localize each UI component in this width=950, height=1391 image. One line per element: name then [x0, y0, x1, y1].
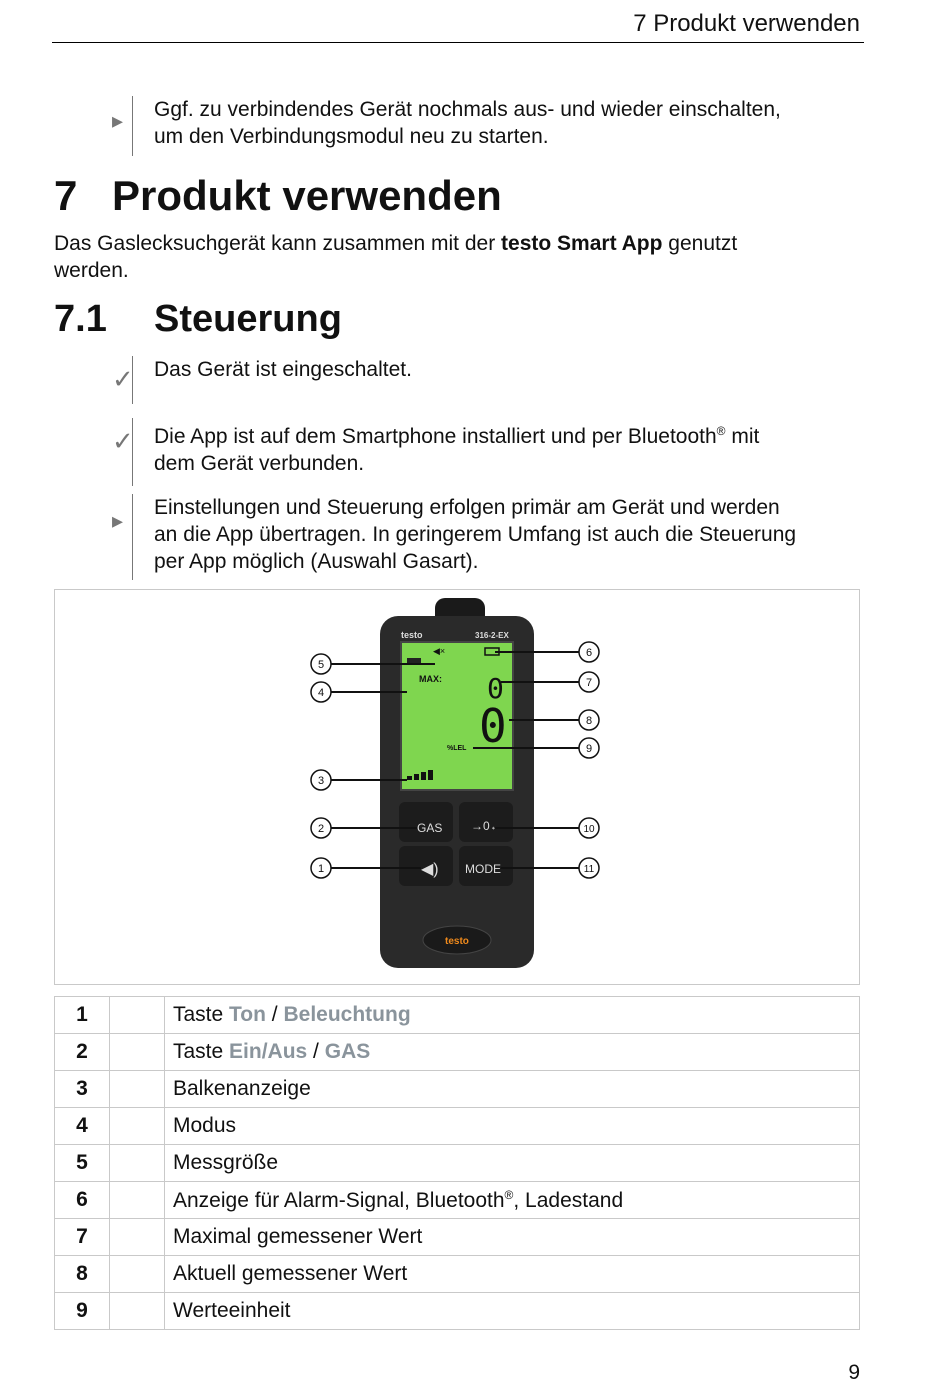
section-intro	[54, 230, 814, 284]
legend-text-part: Taste	[173, 1003, 230, 1026]
legend-spacer	[110, 997, 165, 1034]
legend-spacer	[110, 1071, 165, 1108]
legend-text-part: , Ladestand	[513, 1188, 624, 1212]
device-figure	[54, 589, 860, 985]
legend-number: 5	[55, 1145, 110, 1182]
table-row	[55, 1182, 860, 1219]
callout-4: 4	[317, 687, 325, 699]
callout-7: 7	[585, 677, 593, 689]
prerequisite-line: mit	[725, 425, 760, 448]
note-line: um den Verbindungsmodul neu zu starten.	[154, 125, 549, 148]
current-value: 0	[479, 699, 507, 753]
registered-mark: ®	[716, 424, 726, 438]
legend-separator: /	[307, 1040, 325, 1063]
legend-text: Maximal gemessener Wert	[165, 1219, 860, 1256]
callout-2: 2	[317, 823, 325, 835]
subsection-number: 7.1	[54, 298, 107, 340]
legend-separator: /	[265, 1003, 284, 1026]
legend-number: 8	[55, 1256, 110, 1293]
note-line: per App möglich (Auswahl Gasart).	[154, 550, 479, 573]
page-number: 9	[848, 1361, 860, 1384]
subsection-title: Steuerung	[154, 298, 342, 340]
table-row	[55, 997, 860, 1034]
prerequisite-item	[90, 418, 860, 486]
device-illustration	[55, 590, 859, 984]
unit-label: %LEL	[447, 745, 467, 752]
legend-text	[165, 997, 860, 1034]
table-row	[55, 1256, 860, 1293]
running-header: 7 Produkt verwenden	[633, 10, 860, 37]
callout-6: 6	[585, 647, 593, 659]
intro-text: werden.	[54, 259, 129, 282]
legend-keyword: GAS	[324, 1040, 371, 1063]
legend-spacer	[110, 1034, 165, 1071]
prerequisite-text: Das Gerät ist eingeschaltet.	[154, 358, 412, 381]
note-bottom	[90, 494, 860, 580]
callout-11: 11	[583, 864, 595, 875]
table-row	[55, 1071, 860, 1108]
legend-number: 2	[55, 1034, 110, 1071]
speaker-icon: ◀)	[421, 861, 439, 878]
max-label: MAX:	[419, 674, 442, 684]
arrow-right-triangle-icon: ▸	[112, 108, 124, 133]
note-text	[154, 96, 864, 150]
note-line: Einstellungen und Steuerung erfolgen primär am Gerät und werden	[154, 496, 780, 519]
device-brand: testo	[401, 630, 423, 640]
legend-text	[165, 1034, 860, 1071]
legend-number: 1	[55, 997, 110, 1034]
legend-text: Messgröße	[165, 1145, 860, 1182]
callout-1: 1	[317, 863, 325, 875]
legend-text-part: Taste	[173, 1040, 230, 1063]
legend-table	[54, 996, 860, 1330]
checkmark-icon: ✓	[112, 364, 134, 394]
callout-8: 8	[585, 715, 593, 727]
zero-label: →0←	[471, 819, 502, 833]
legend-spacer	[110, 1293, 165, 1330]
legend-keyword: Ton	[229, 1003, 266, 1026]
callout-3: 3	[317, 775, 325, 787]
section-title: Produkt verwenden	[112, 172, 502, 219]
intro-text: genutzt	[662, 232, 738, 255]
arrow-right-triangle-icon: ▸	[112, 508, 124, 533]
legend-text	[165, 1182, 860, 1219]
intro-app-name: testo Smart App	[501, 232, 663, 255]
testo-logo: testo	[445, 936, 469, 947]
legend-text: Werteeinheit	[165, 1293, 860, 1330]
max-value: 0	[487, 672, 504, 705]
note-text	[154, 494, 864, 575]
note-bar	[132, 494, 133, 580]
header-rule	[52, 42, 864, 43]
callout-5: 5	[317, 659, 325, 671]
legend-spacer	[110, 1219, 165, 1256]
note-line: Ggf. zu verbindendes Gerät nochmals aus- und wieder einschalten,	[154, 98, 781, 121]
prerequisite-line: dem Gerät verbunden.	[154, 452, 365, 475]
legend-text: Modus	[165, 1108, 860, 1145]
legend-number: 7	[55, 1219, 110, 1256]
prerequisite-item	[90, 356, 860, 404]
legend-spacer	[110, 1108, 165, 1145]
table-row	[55, 1034, 860, 1071]
prerequisite-text	[154, 418, 864, 477]
gas-label: GAS	[417, 821, 443, 835]
note-top	[90, 96, 860, 156]
legend-spacer	[110, 1182, 165, 1219]
note-bar	[132, 96, 133, 156]
callout-9: 9	[585, 743, 593, 755]
section-number: 7	[54, 172, 78, 219]
checkmark-icon: ✓	[112, 426, 134, 456]
intro-text: Das Gaslecksuchgerät kann zusammen mit der	[54, 232, 502, 255]
device-model: 316-2-EX	[475, 631, 509, 640]
table-row	[55, 1108, 860, 1145]
table-row	[55, 1293, 860, 1330]
speaker-mute-icon: ◀×	[433, 646, 446, 656]
table-row	[55, 1219, 860, 1256]
legend-keyword: Beleuchtung	[283, 1003, 411, 1026]
legend-number: 4	[55, 1108, 110, 1145]
legend-spacer	[110, 1256, 165, 1293]
legend-number: 6	[55, 1182, 110, 1219]
legend-text-part: Anzeige für Alarm-Signal, Bluetooth	[173, 1188, 505, 1212]
callout-10: 10	[583, 824, 595, 835]
legend-number: 9	[55, 1293, 110, 1330]
subsection-heading	[54, 298, 342, 341]
legend-number: 3	[55, 1071, 110, 1108]
legend-spacer	[110, 1145, 165, 1182]
mode-label: MODE	[465, 862, 501, 876]
note-line: an die App übertragen. In geringerem Umfang ist auch die Steuerung	[154, 523, 797, 546]
legend-text: Aktuell gemessener Wert	[165, 1256, 860, 1293]
registered-mark: ®	[504, 1187, 514, 1202]
prerequisite-line: Die App ist auf dem Smartphone installiert und per Bluetooth	[154, 425, 717, 448]
legend-keyword: Ein/Aus	[229, 1040, 308, 1063]
table-row	[55, 1145, 860, 1182]
legend-text: Balkenanzeige	[165, 1071, 860, 1108]
section-heading	[54, 172, 502, 220]
